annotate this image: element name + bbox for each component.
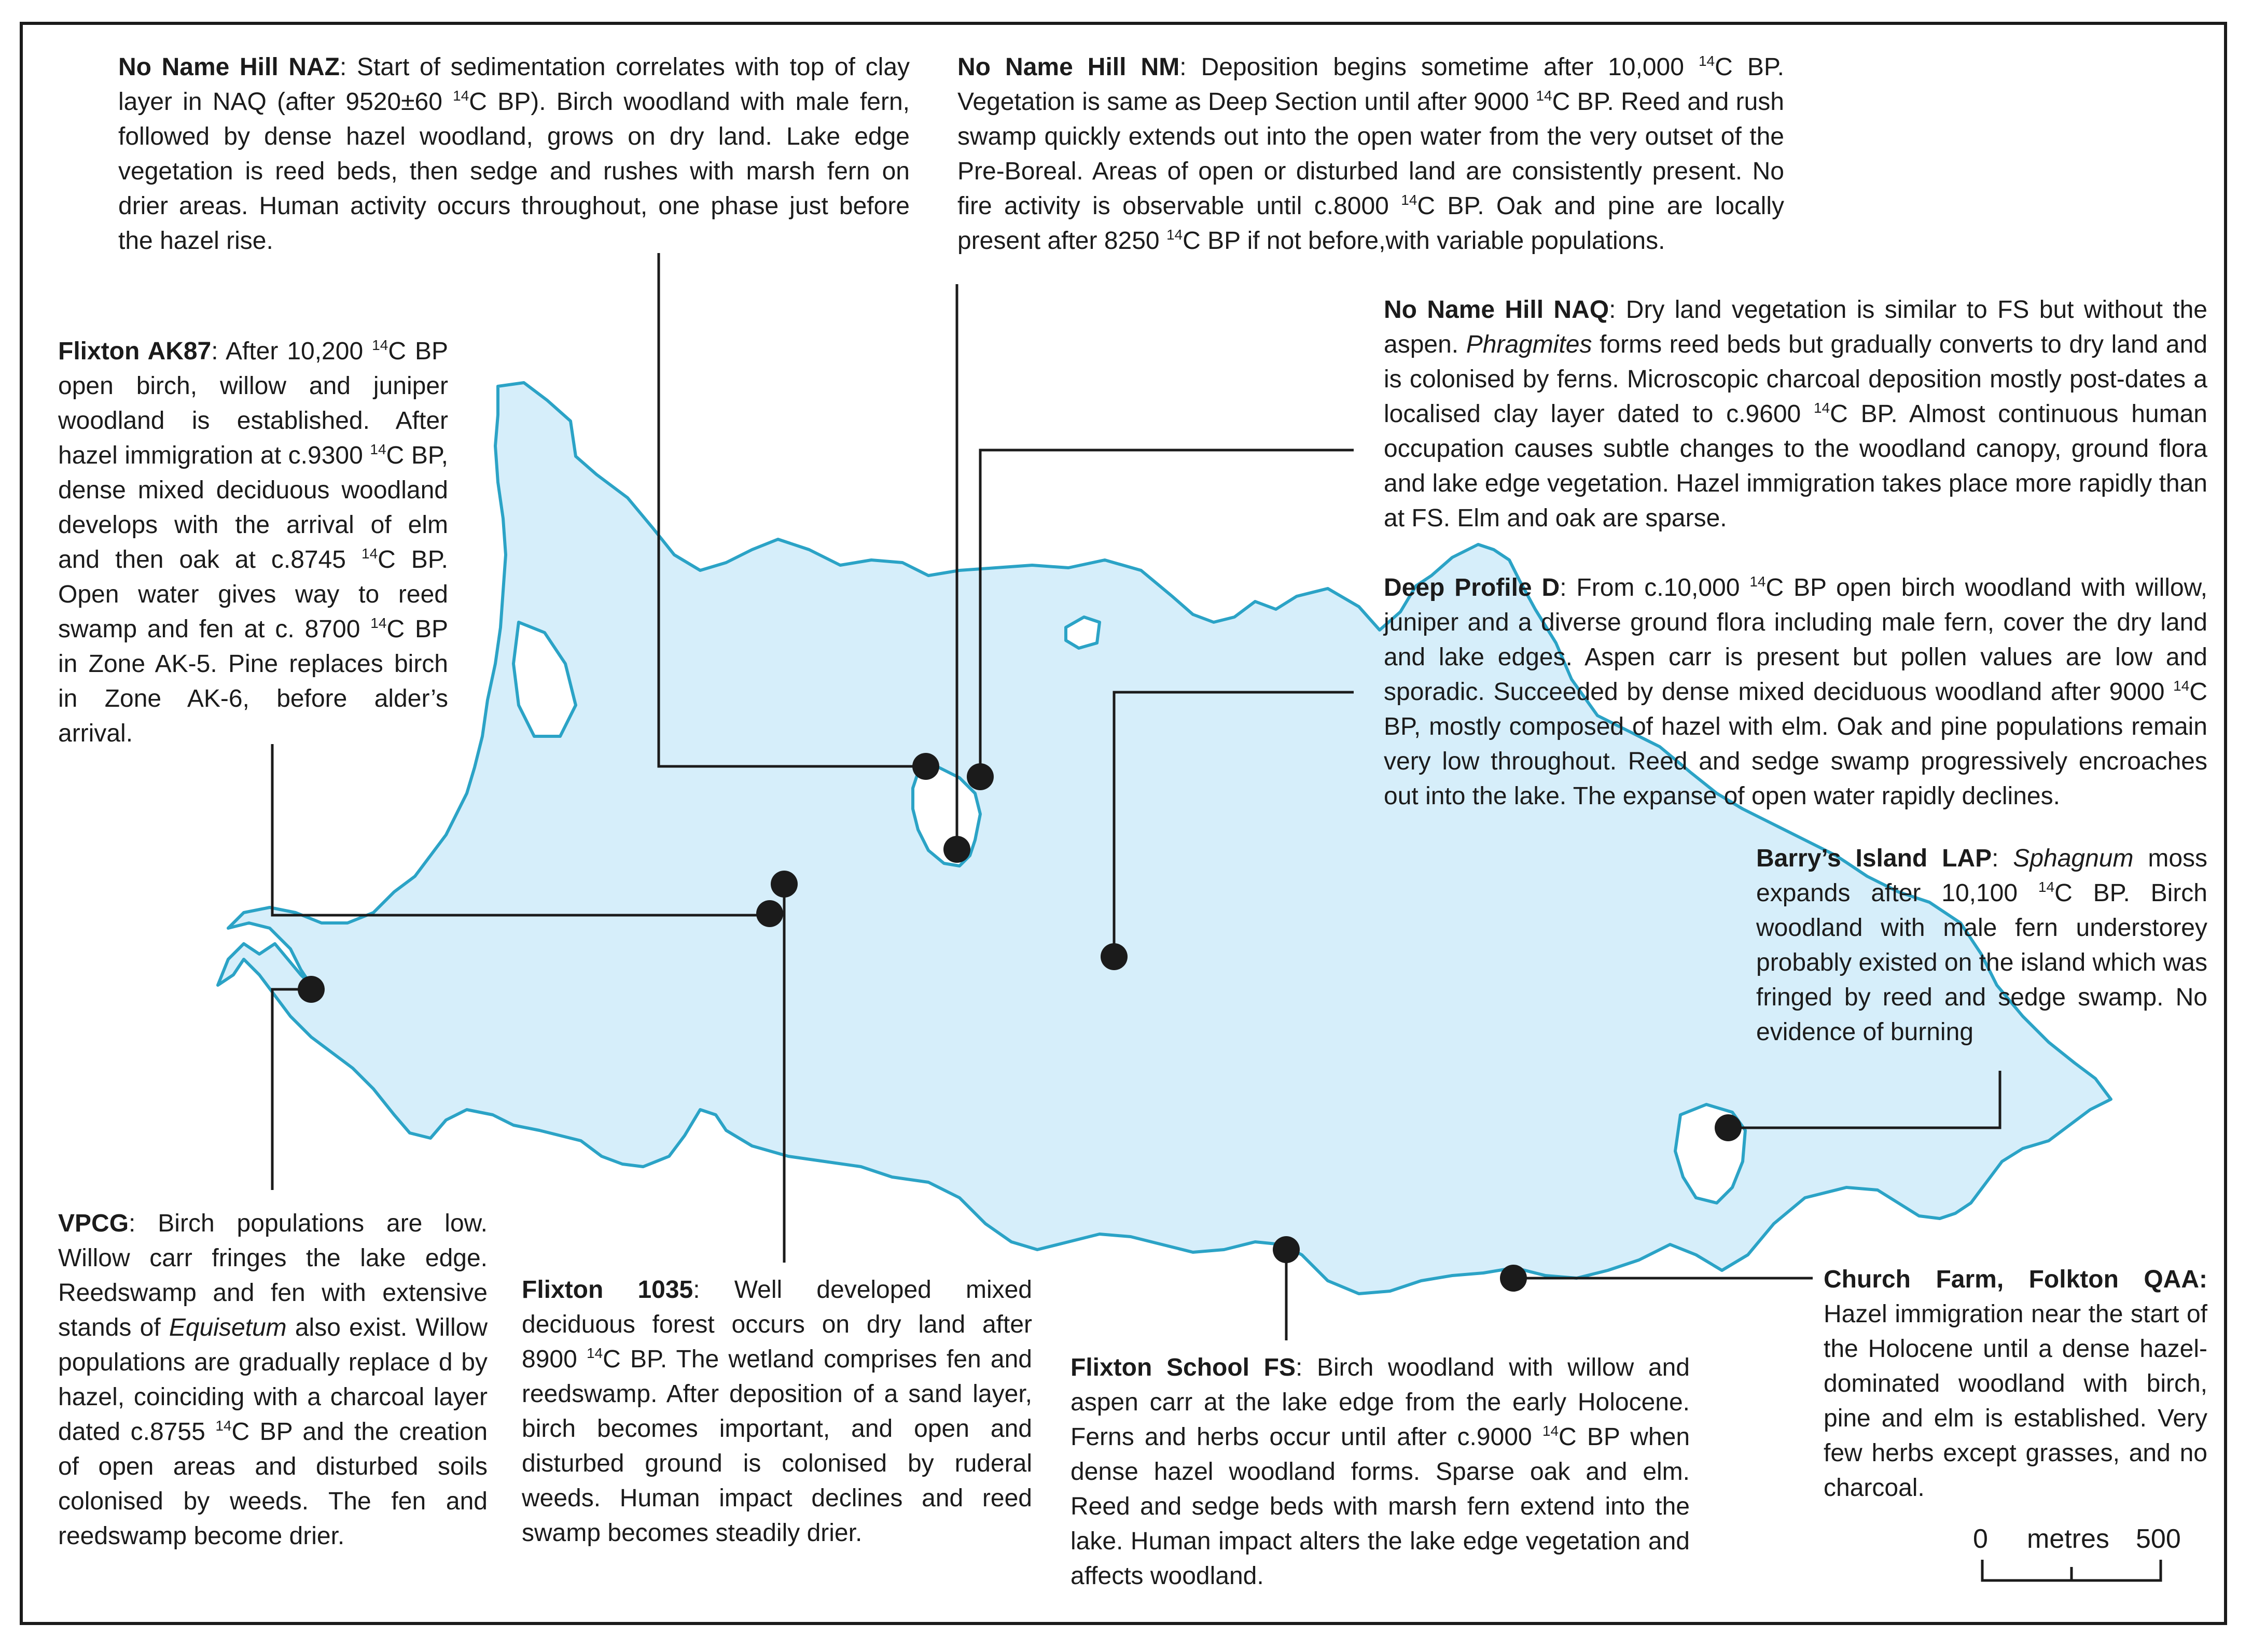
- isotope-superscript: 14: [1536, 88, 1552, 104]
- site-fs-dot: [1273, 1236, 1300, 1263]
- site-title: Flixton School FS: [1071, 1354, 1296, 1381]
- site-title: Deep Profile D: [1384, 574, 1560, 601]
- site-title: Church Farm, Folkton QAA:: [1824, 1266, 2207, 1293]
- isotope-superscript: 14: [2173, 678, 2190, 694]
- isotope-superscript: 14: [1542, 1423, 1559, 1439]
- site-lap-dot: [1715, 1114, 1742, 1141]
- site-title: No Name Hill NAZ: [118, 53, 340, 81]
- site-qaa-dot: [1500, 1265, 1527, 1292]
- scale-start-label: 0: [1973, 1524, 1988, 1554]
- site-note-qaa: Church Farm, Folkton QAA: Hazel immigration near the start of the Holocene until a dense hazel-dominated woodland with birch, pine and elm is established. Very few herbs except grasses, and no charcoal.: [1824, 1266, 2207, 1502]
- site-note-dpd: Deep Profile D: From c.10,000 $^{14}$C BP open birch woodland with willow, juniper and a diverse ground flora including male fern, cover the dry land and lake edges. Aspen carr is present but pollen values are low and sporadic. Succeeded by dense mixed deciduous woodland after 9000 $^{14}$C BP, mostly composed of hazel with elm. Oak and pine populations remain very low throughout. Reed and sedge swamp progressively encroaches out into the lake. The expanse of open water rapidly declines.: [1384, 573, 2208, 810]
- isotope-superscript: 14: [370, 441, 386, 457]
- isotope-superscript: 14: [1698, 53, 1715, 69]
- isotope-superscript: 14: [1401, 192, 1417, 208]
- isotope-superscript: 14: [586, 1345, 603, 1361]
- site-ak87-dot: [756, 900, 783, 927]
- isotope-superscript: 14: [1813, 400, 1830, 416]
- site-vpcg-dot: [298, 976, 325, 1003]
- site-title: No Name Hill NAQ: [1384, 296, 1609, 324]
- isotope-superscript: 14: [1166, 227, 1183, 243]
- site-note-lap: Barry’s Island LAP: Sphagnum moss expands after 10,100 $^{14}$C BP. Birch woodland with male fern understorey probably existed on the island which was fringed by reed and sedge swamp. No evidence of burning: [1756, 845, 2208, 1046]
- isotope-superscript: 14: [372, 337, 388, 353]
- site-f1035-dot: [771, 871, 798, 898]
- site-note-fs: Flixton School FS: Birch woodland with willow and aspen carr at the lake edge from the early Holocene. Ferns and herbs occur until after c.9000 $^{14}$C BP when dense hazel woodland forms. Sparse oak and elm. Reed and sedge beds with marsh fern extend into the lake. Human impact alters the lake edge vegetation and affects woodland.: [1071, 1354, 1690, 1590]
- isotope-superscript: 14: [1749, 573, 1766, 590]
- site-naq-dot: [967, 763, 994, 790]
- site-note-vpcg: VPCG: Birch populations are low. Willow carr fringes the lake edge. Reedswamp and fen with extensive stands of Equisetum also exist. Willow populations are gradually replace d by hazel, coinciding with a charcoal layer dated c.8755 $^{14}$C BP and the creation of open areas and disturbed soils colonised by weeds. The fen and reedswamp become drier.: [58, 1210, 488, 1550]
- isotope-superscript: 14: [215, 1418, 232, 1434]
- site-note-nm: No Name Hill NM: Deposition begins sometime after 10,000 $^{14}$C BP. Vegetation is same as Deep Section until after 9000 $^{14}$C BP. Reed and rush swamp quickly extends out into the open water from the very outset of the Pre-Boreal. Areas of open or disturbed land are consistently present. No fire activity is observable until c.8000 $^{14}$C BP. Oak and pine are locally present after 8250 $^{14}$C BP if not before,with variable populations.: [957, 53, 1785, 255]
- isotope-superscript: 14: [362, 545, 378, 562]
- site-note-naq: No Name Hill NAQ: Dry land vegetation is similar to FS but without the aspen. Phragmites forms reed beds but gradually converts to dry land and is colonised by ferns. Microscopic charcoal deposition mostly post-dates a localised clay layer dated to c.9600 $^{14}$C BP. Almost continuous human occupation causes subtle changes to the woodland canopy, ground flora and lake edge vegetation. Hazel immigration takes place more rapidly than at FS. Elm and oak are sparse.: [1384, 296, 2208, 532]
- site-title: No Name Hill NM: [957, 53, 1180, 81]
- site-naz-dot: [912, 753, 939, 780]
- scale-end-label: 500: [2136, 1524, 2181, 1554]
- isotope-superscript: 14: [370, 615, 387, 631]
- site-nm-dot: [943, 836, 970, 863]
- site-dpd-dot: [1101, 943, 1128, 970]
- site-note-f1035: Flixton 1035: Well developed mixed deciduous forest occurs on dry land after 8900 $^{14}$C BP. The wetland comprises fen and reedswamp. After deposition of a sand layer, birch becomes important, and open and disturbed ground is colonised by ruderal weeds. Human impact declines and reed swamp becomes steadily drier.: [522, 1276, 1032, 1547]
- site-note-naz: No Name Hill NAZ: Start of sedimentation correlates with top of clay layer in NAQ (after 9520±60 $^{14}$C BP). Birch woodland with male fern, followed by dense hazel woodland, grows on dry land. Lake edge vegetation is reed beds, then sedge and rushes with marsh fern on drier areas. Human activity occurs throughout, one phase just before the hazel rise.: [118, 53, 910, 255]
- taxon-name: Sphagnum: [2013, 845, 2134, 872]
- site-note-ak87: Flixton AK87: After 10,200 $^{14}$C BP open birch, willow and juniper woodland is established. After hazel immigration at c.9300 $^{14}$C BP, dense mixed deciduous woodland develops with the arrival of elm and then oak at c.8745 $^{14}$C BP. Open water gives way to reed swamp and fen at c. 8700 $^{14}$C BP in Zone AK-5. Pine replaces birch in Zone AK-6, before alder’s arrival.: [58, 337, 449, 747]
- scale-unit-label: metres: [2027, 1524, 2109, 1554]
- site-title: Barry’s Island LAP: [1756, 845, 1992, 872]
- site-title: Flixton AK87: [58, 338, 212, 365]
- site-title: VPCG: [58, 1210, 129, 1237]
- isotope-superscript: 14: [453, 88, 469, 104]
- taxon-name: Equisetum: [169, 1314, 287, 1341]
- isotope-superscript: 14: [2038, 879, 2055, 895]
- taxon-name: Phragmites: [1466, 331, 1592, 358]
- site-title: Flixton 1035: [522, 1276, 693, 1304]
